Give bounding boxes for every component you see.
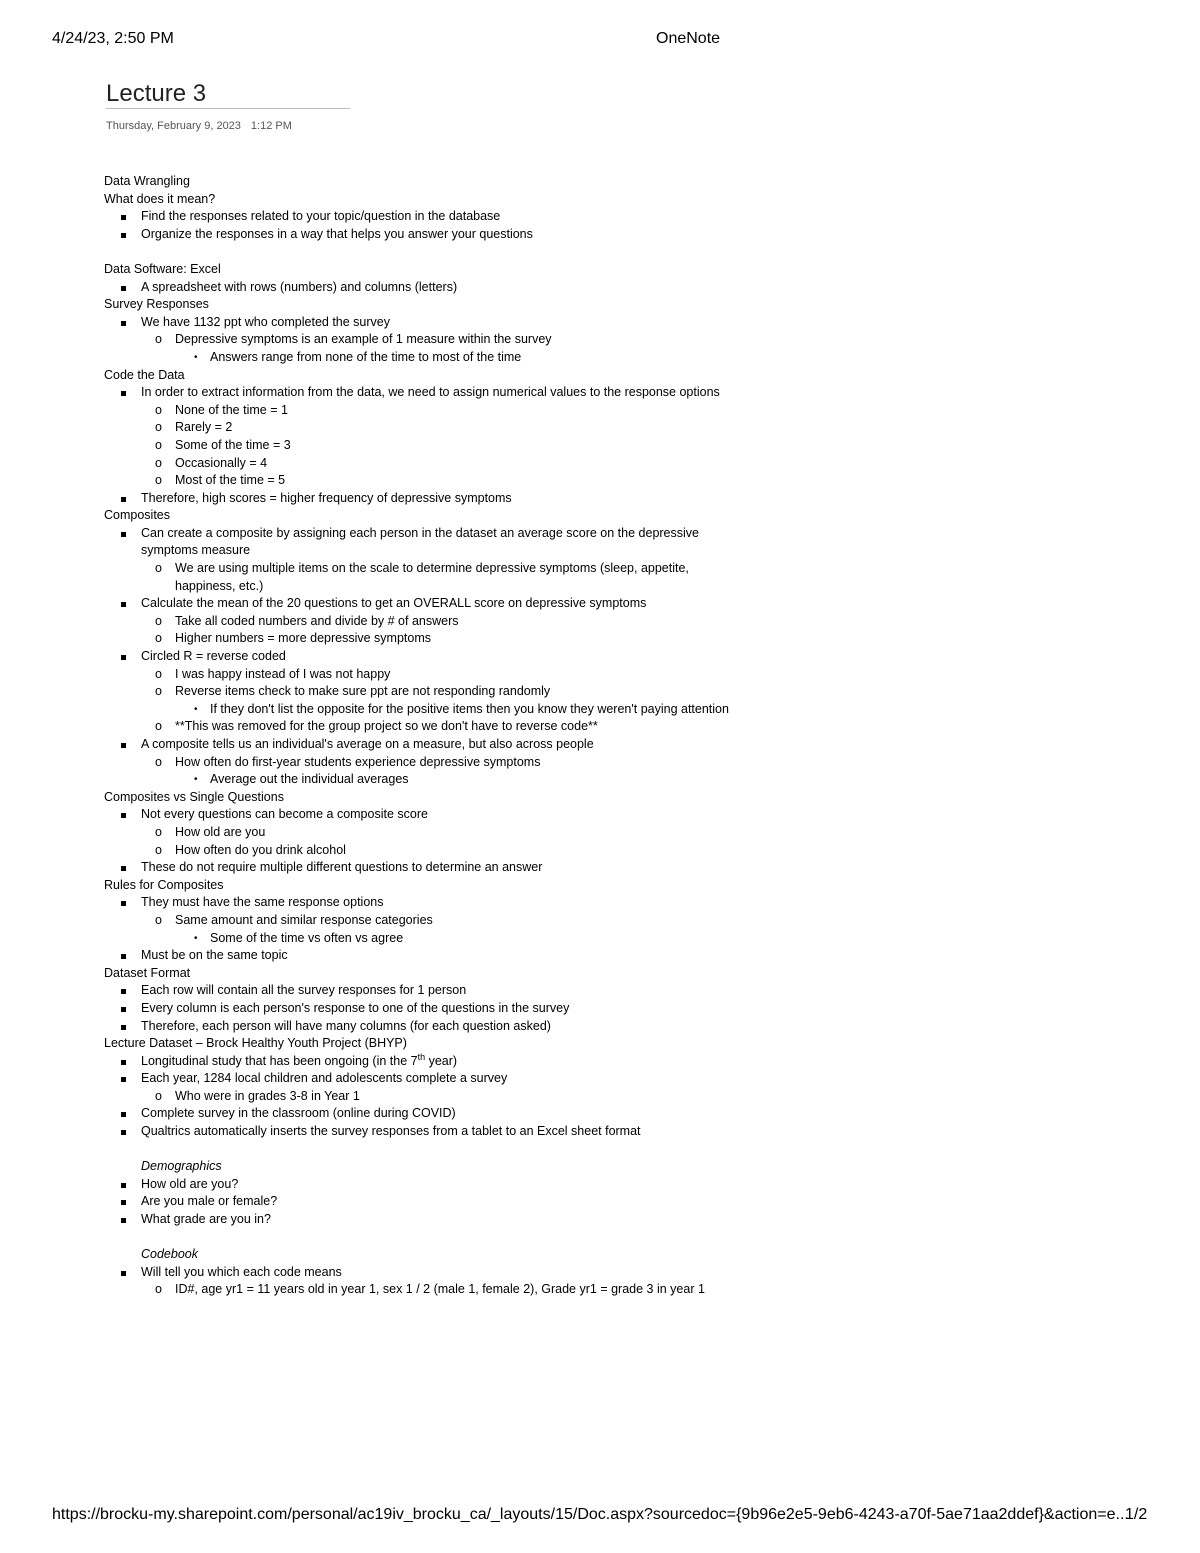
bullet-item: Will tell you which each code means [141,1264,744,1282]
bullet-item: Complete survey in the classroom (online during COVID) [141,1105,744,1123]
page-date: Thursday, February 9, 2023 [106,120,241,132]
title-divider [106,108,350,109]
bullet-item: What grade are you in? [141,1211,744,1229]
bullet-item: Are you male or female? [141,1193,744,1211]
sub-bullet-item: o Same amount and similar response categories [175,912,744,930]
bullet-item: A composite tells us an individual's average on a measure, but also across people [141,736,744,754]
sub-bullet-item: o I was happy instead of I was not happy [175,666,744,684]
bullet-item: Each row will contain all the survey responses for 1 person [141,982,744,1000]
bullet-item: Organize the responses in a way that helps you answer your questions [141,226,744,244]
sub-bullet-item: o Reverse items check to make sure ppt are not responding randomly [175,683,744,701]
bullet-item: Can create a composite by assigning each person in the dataset an average score on the depressive symptoms measure [141,525,744,560]
bullet-text: year) [425,1053,458,1068]
bullet-item: These do not require multiple different questions to determine an answer [141,859,744,877]
sub-bullet-item: o We are using multiple items on the scale to determine depressive symptoms (sleep, appetite, happiness, etc.) [175,560,744,595]
page-time: 1:12 PM [250,120,292,132]
sub-bullet-item: o **This was removed for the group project so we don't have to reverse code** [175,718,744,736]
bullet-item: Therefore, high scores = higher frequency of depressive symptoms [141,490,744,508]
sub-bullet-item: o Some of the time = 3 [175,437,744,455]
sub-sub-bullet-item: • Average out the individual averages [210,771,744,789]
sub-bullet-item: o Occasionally = 4 [175,455,744,473]
sub-bullet-item: o Higher numbers = more depressive symptoms [175,630,744,648]
sub-bullet-item: o ID#, age yr1 = 11 years old in year 1, sex 1 / 2 (male 1, female 2), Grade yr1 = grade 3 in year 1 [175,1281,744,1299]
sub-bullet-item: o Most of the time = 5 [175,472,744,490]
bullet-item: Circled R = reverse coded [141,648,744,666]
bullet-item: Every column is each person's response to one of the questions in the survey [141,1000,744,1018]
superscript: th [417,1051,426,1062]
heading: Rules for Composites [104,877,224,892]
italic-subheading: Demographics [141,1159,222,1174]
spacer [104,1229,744,1247]
sub-sub-bullet-item: • Answers range from none of the time to most of the time [210,349,744,367]
note-body [104,173,744,1299]
page-number: 1/2 [1125,1506,1148,1523]
bullet-item: Therefore, each person will have many columns (for each question asked) [141,1018,744,1036]
heading: Lecture Dataset – Brock Healthy Youth Project (BHYP) [104,1036,407,1051]
heading: Code the Data [104,367,185,382]
bullet-item: Find the responses related to your topic/question in the database [141,208,744,226]
sub-bullet-item: o How often do first-year students experience depressive symptoms [175,754,744,772]
print-app-name: OneNote [656,30,721,47]
bullet-item: Qualtrics automatically inserts the survey responses from a tablet to an Excel sheet format [141,1123,744,1141]
heading: Data Wrangling [104,174,190,188]
sub-bullet-item: o Depressive symptoms is an example of 1 measure within the survey [175,331,744,349]
heading: Composites vs Single Questions [104,789,284,804]
heading: What does it mean? [104,191,216,206]
sub-sub-bullet-item: • Some of the time vs often vs agree [210,930,744,948]
sub-bullet-item: o Take all coded numbers and divide by # of answers [175,613,744,631]
italic-subheading: Codebook [141,1247,198,1262]
sub-bullet-item: o How old are you [175,824,744,842]
sub-bullet-item: o Rarely = 2 [175,419,744,437]
sub-bullet-item: o None of the time = 1 [175,402,744,420]
bullet-item: Must be on the same topic [141,947,744,965]
bullet-item: How old are you? [141,1176,744,1194]
sub-bullet-item: o How often do you drink alcohol [175,842,744,860]
bullet-item: Not every questions can become a composite score [141,806,744,824]
bullet-item: A spreadsheet with rows (numbers) and columns (letters) [141,279,744,297]
bullet-item: Calculate the mean of the 20 questions to get an OVERALL score on depressive symptoms [141,595,744,613]
print-url: https://brocku-my.sharepoint.com/personal/ac19iv_brocku_ca/_layouts/15/Doc.aspx?sourcedoc={9b96e2e5-9eb6-4243-a70f-5ae71aa2ddef}&action=e... [52,1506,1129,1523]
sub-bullet-item: o Who were in grades 3-8 in Year 1 [175,1088,744,1106]
heading: Survey Responses [104,297,209,312]
spacer [104,243,744,261]
bullet-item: Each year, 1284 local children and adolescents complete a survey [141,1070,744,1088]
bullet-text: Longitudinal study that has been ongoing (in the 7 [141,1053,418,1068]
page-timestamp [106,120,292,132]
page-title: Lecture 3 [106,80,207,107]
heading: Composites [104,508,170,523]
bullet-item: They must have the same response options [141,894,744,912]
heading: Dataset Format [104,965,191,980]
spacer [104,1141,744,1159]
sub-sub-bullet-item: • If they don't list the opposite for the positive items then you know they weren't paying attention [210,701,744,719]
bullet-item [141,1053,744,1071]
heading: Data Software: Excel [104,261,221,276]
bullet-item: In order to extract information from the data, we need to assign numerical values to the response options [141,384,744,402]
bullet-item: We have 1132 ppt who completed the survey [141,314,744,332]
print-date: 4/24/23, 2:50 PM [52,30,174,47]
